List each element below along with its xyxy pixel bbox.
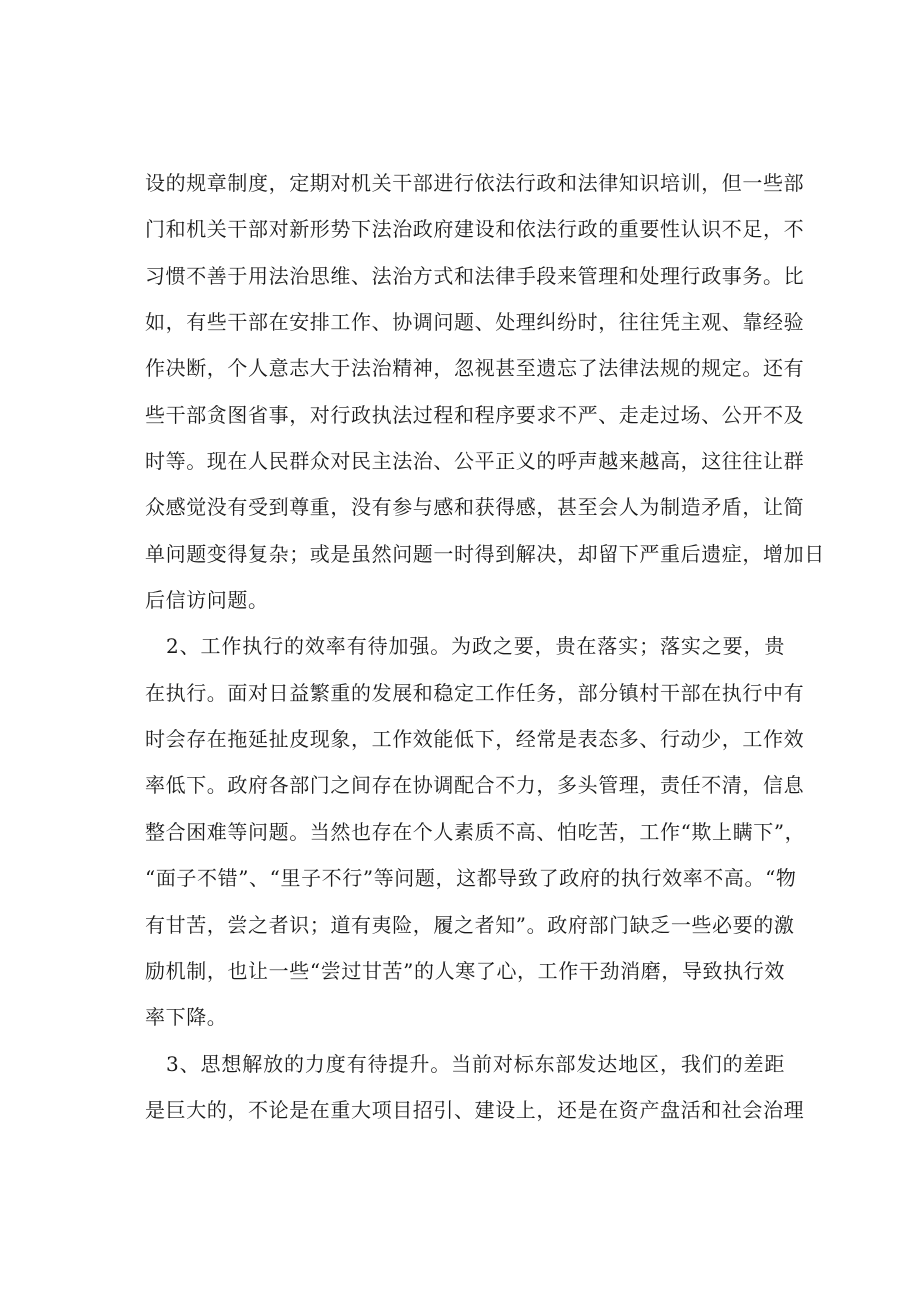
text-line: 时等。现在人民群众对民主法治、公平正义的呼声越来越高，这往往让群 [145, 449, 805, 474]
text-line: 习惯不善于用法治思维、法治方式和法律手段来管理和处理行政事务。比 [145, 263, 805, 288]
text-line: 在执行。面对日益繁重的发展和稳定工作任务，部分镇村干部在执行中有 [145, 680, 805, 705]
text-line: 率下降。 [145, 1005, 228, 1030]
text-line: 率低下。政府各部门之间存在协调配合不力，多头管理，责任不清，信息 [145, 773, 805, 798]
text-line: 单问题变得复杂；或是虽然问题一时得到解决，却留下严重后遗症，增加日 [145, 541, 825, 566]
body-text [145, 160, 825, 1133]
text-line: “面子不错”、“里子不行”等问题，这都导致了政府的执行效率不高。“物 [145, 866, 797, 891]
text-line: 时会存在拖延扯皮现象，工作效能低下，经常是表态多、行动少，工作效 [145, 727, 805, 752]
text-line: 设的规章制度，定期对机关干部进行依法行政和法律知识培训，但一些部 [145, 171, 805, 195]
text-line: 后信访问题。 [145, 588, 269, 613]
text-line: 门和机关干部对新形势下法治政府建设和依法行政的重要性认识不足，不 [145, 217, 805, 242]
text-line: 作决断，个人意志大于法治精神，忽视甚至遗忘了法律法规的规定。还有 [145, 356, 805, 381]
text-line: 是巨大的，不论是在重大项目招引、建设上，还是在资产盘活和社会治理 [145, 1097, 805, 1122]
text-line: 有甘苦，尝之者识；道有夷险，履之者知”。政府部门缺乏一些必要的激 [145, 912, 795, 937]
text-line: 些干部贪图省事，对行政执法过程和程序要求不严、走走过场、公开不及 [145, 402, 805, 427]
text-line: 整合困难等问题。当然也存在个人素质不高、怕吃苦，工作“欺上瞒下”， [145, 819, 806, 844]
text-line: 2、工作执行的效率有待加强。为政之要，贵在落实；落实之要，贵 [166, 634, 785, 659]
text-line: 众感觉没有受到尊重，没有参与感和获得感，甚至会人为制造矛盾，让简 [145, 495, 805, 520]
text-line: 3、思想解放的力度有待提升。当前对标东部发达地区，我们的差距 [166, 1051, 785, 1076]
text-line: 如，有些干部在安排工作、协调问题、处理纠纷时，往往凭主观、靠经验 [145, 310, 805, 335]
text-line: 励机制，也让一些“尝过甘苦”的人寒了心，工作干劲消磨，导致执行效 [145, 958, 785, 983]
